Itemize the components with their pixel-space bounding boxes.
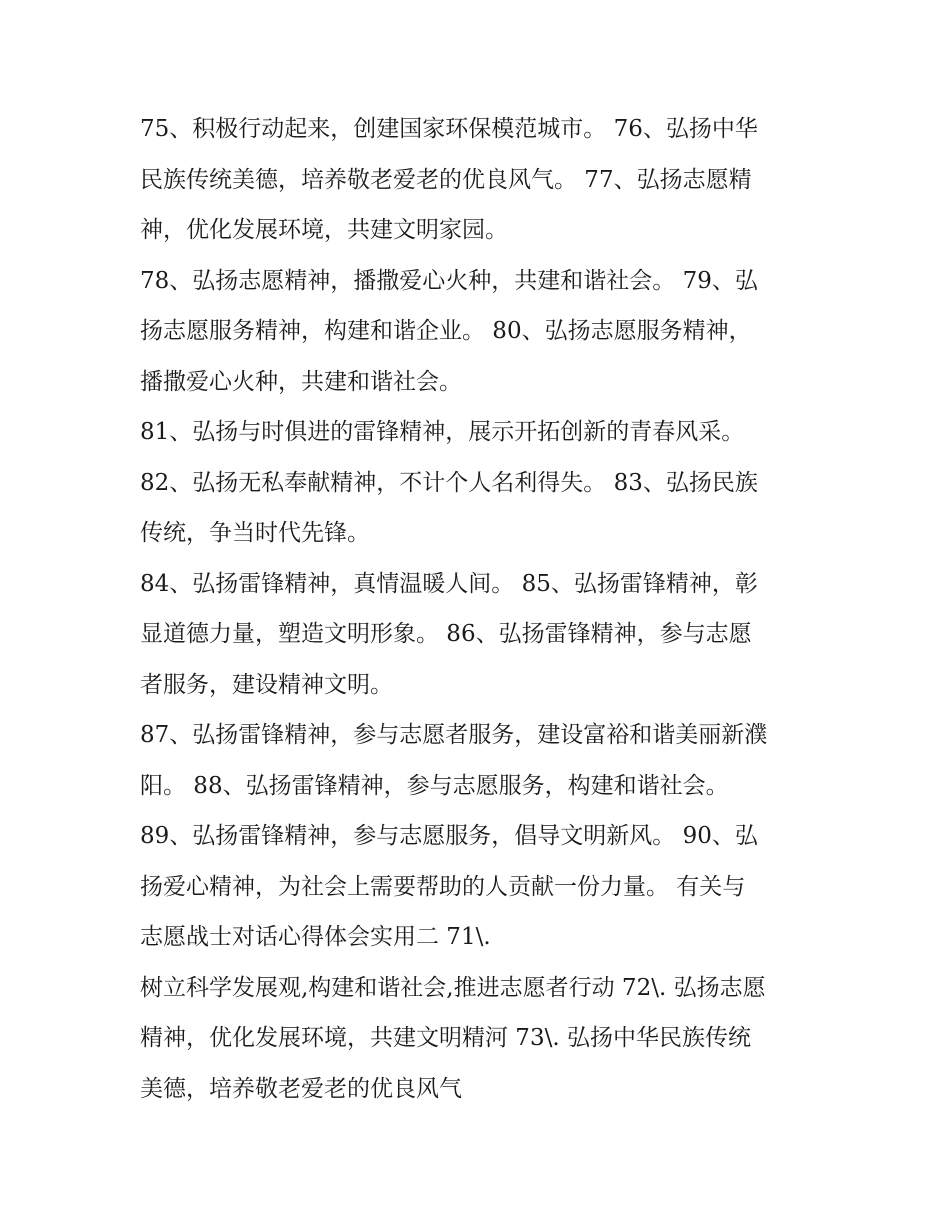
text-line: 89、弘扬雷锋精神，参与志愿服务，倡导文明新风。 90、弘 (140, 823, 758, 849)
text-line: 81、弘扬与时俱进的雷锋精神，展示开拓创新的青春风采。 (140, 419, 745, 445)
text-line: 者服务，建设精神文明。 (140, 671, 393, 698)
text-line: 82、弘扬无私奉献精神，不计个人名利得失。 83、弘扬民族 (140, 469, 758, 496)
document-body (140, 104, 820, 1114)
text-line: 精神，优化发展环境，共建文明精河 73\. 弘扬中华民族传统 (140, 1025, 751, 1051)
text-line: 扬志愿服务精神，构建和谐企业。 80、弘扬志愿服务精神， (140, 318, 752, 344)
text-line: 75、积极行动起来，创建国家环保模范城市。 76、弘扬中华 (140, 116, 758, 142)
text-line: 神，优化发展环境，共建文明家园。 (140, 217, 508, 243)
text-line: 美德，培养敬老爱老的优良风气 (140, 1075, 462, 1102)
text-line: 87、弘扬雷锋精神，参与志愿者服务，建设富裕和谐美丽新濮 (140, 722, 768, 748)
text-line: 84、弘扬雷锋精神，真情温暖人间。 85、弘扬雷锋精神，彰 (140, 570, 758, 597)
text-line: 播撒爱心火种，共建和谐社会。 (140, 368, 462, 395)
text-line: 扬爱心精神，为社会上需要帮助的人贡献一份力量。 有关与 (140, 873, 746, 900)
text-line: 阳。 88、弘扬雷锋精神，参与志愿服务，构建和谐社会。 (140, 772, 729, 799)
text-line: 树立科学发展观,构建和谐社会,推进志愿者行动 72\. 弘扬志愿 (140, 974, 766, 1001)
text-line: 传统，争当时代先锋。 (140, 520, 370, 546)
text-line: 显道德力量，塑造文明形象。 86、弘扬雷锋精神，参与志愿 (140, 621, 752, 647)
text-line: 民族传统美德，培养敬老爱老的优良风气。 77、弘扬志愿精 (140, 166, 752, 193)
text-line: 志愿战士对话心得体会实用二 71\. (140, 924, 491, 950)
text-line: 78、弘扬志愿精神，播撒爱心火种，共建和谐社会。 79、弘 (140, 267, 758, 294)
